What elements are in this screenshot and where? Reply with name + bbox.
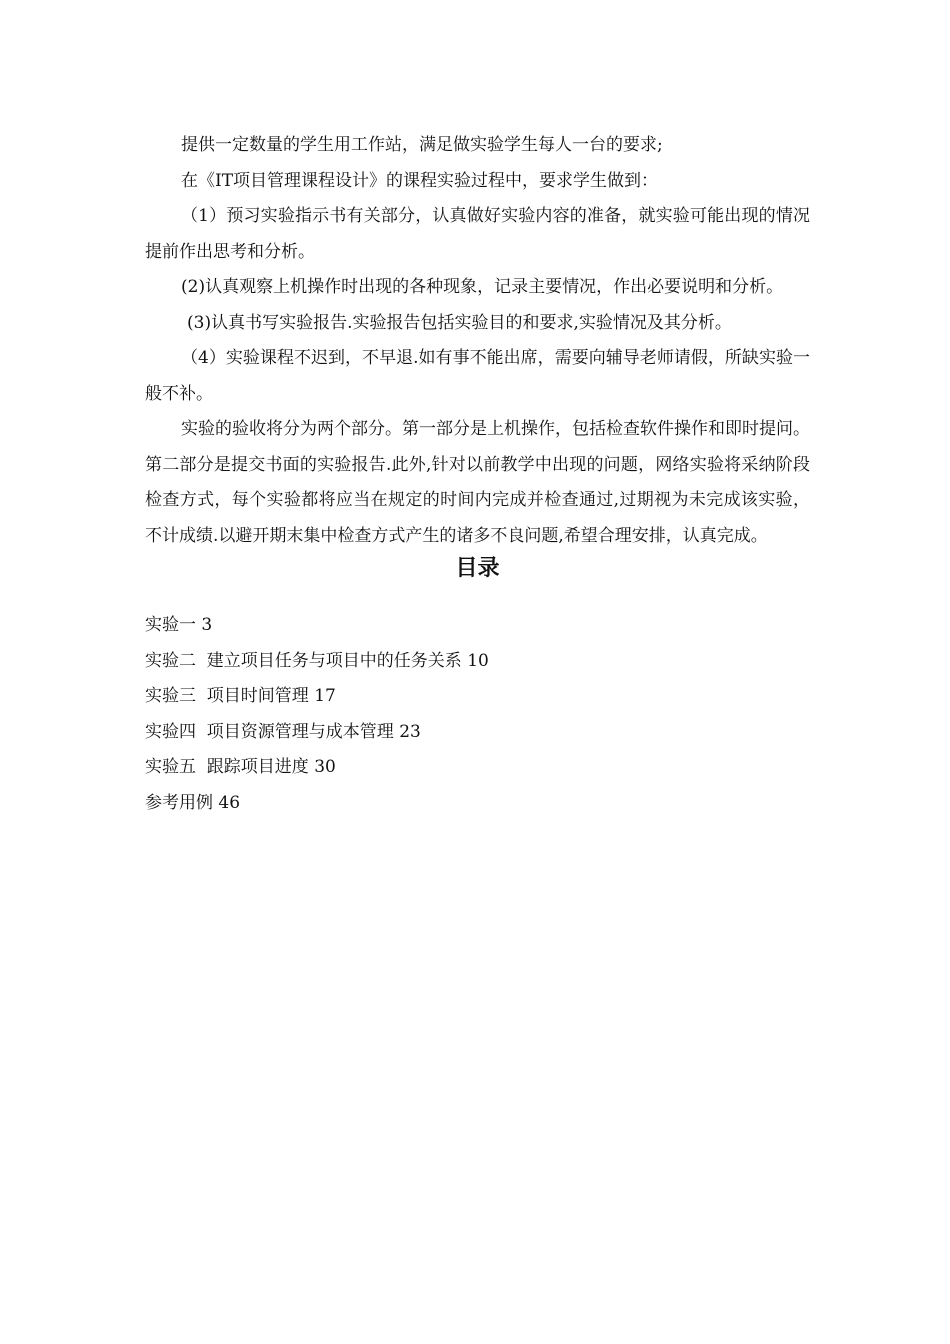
toc-item-label: 实验三 项目时间管理 17: [145, 686, 336, 706]
paragraph-requirements-intro: 在《IT项目管理课程设计》的课程实验过程中，要求学生做到：: [181, 170, 659, 191]
toc-list: [145, 608, 810, 821]
toc-item-label: 参考用例 46: [145, 792, 241, 813]
paragraph-requirement-1: （1）预习实验指示书有关部分，认真做好实验内容的准备，就实验可能出现的情况提前作出思考和分析。: [145, 206, 810, 262]
paragraph-workstation: 提供一定数量的学生用工作站，满足做实验学生每人一台的要求;: [181, 135, 663, 155]
toc-item-label: 实验一 3: [145, 615, 213, 635]
toc-title: 目录: [455, 556, 500, 581]
toc-item-label: 实验四 项目资源管理与成本管理 23: [145, 721, 421, 742]
toc-item-label: 实验二 建立项目任务与项目中的任务关系 10: [145, 650, 489, 671]
paragraph-acceptance: 实验的验收将分为两个部分。第一部分是上机操作，包括检查软件操作和即时提问。第二部分是提交书面的实验报告.此外,针对以前教学中出现的问题，网络实验将采纳阶段检查方式，每个实验都将应当在规定的时间内完成并检查通过,过期视为未完成该实验，不计成绩.以避开期末集中检查方式产生的诸多不良问题,希望合理安排，认真完成。: [145, 419, 810, 546]
paragraph-requirement-3: (3)认真书写实验报告.实验报告包括实验目的和要求,实验情况及其分析。: [187, 312, 732, 333]
toc-item[interactable]: [145, 715, 810, 751]
toc-item[interactable]: [145, 679, 810, 715]
document-body: [145, 128, 810, 821]
toc-item[interactable]: [145, 644, 810, 680]
toc-item[interactable]: [145, 786, 810, 822]
paragraph-requirement-2: (2)认真观察上机操作时出现的各种现象，记录主要情况，作出必要说明和分析。: [181, 277, 784, 297]
toc-item[interactable]: [145, 608, 810, 644]
paragraph-requirement-4: （4）实验课程不迟到，不早退.如有事不能出席，需要向辅导老师请假，所缺实验一般不补。: [145, 348, 810, 404]
toc-item-label: 实验五 跟踪项目进度 30: [145, 757, 336, 777]
toc-item[interactable]: [145, 750, 810, 786]
